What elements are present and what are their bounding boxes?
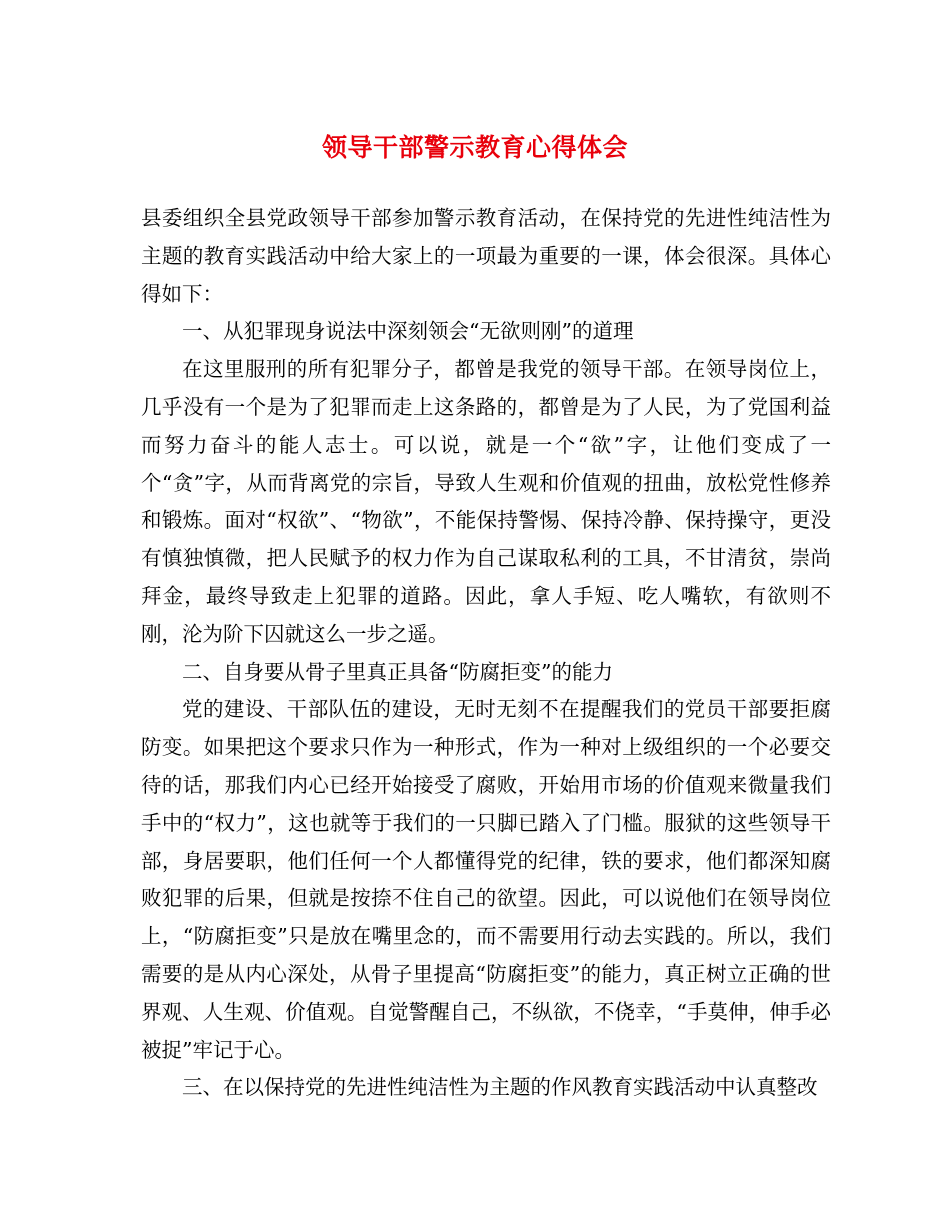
document-body <box>141 200 831 1107</box>
paragraph-section-2: 党的建设、干部队伍的建设，无时无刻不在提醒我们的党员干部要拒腐防变。如果把这个要求只作为一种形式，作为一种对上级组织的一个必要交待的话，那我们内心已经开始接受了腐败，开始用市场的价值观来微量我们手中的“权力”，这也就等于我们的一只脚已踏入了门槛。服狱的这些领导干部，身居要职，他们任何一个人都懂得党的纪律，铁的要求，他们都深知腐败犯罪的后果，但就是按捺不住自己的欲望。因此，可以说他们在领导岗位上，“防腐拒变”只是放在嘴里念的，而不需要用行动去实践的。所以，我们需要的是从内心深处，从骨子里提高“防腐拒变”的能力，真正树立正确的世界观、人生观、价值观。自觉警醒自己，不纵欲，不侥幸，“手莫伸，伸手必被捉”牢记于心。 <box>141 697 831 1062</box>
section-heading-1: 一、从犯罪现身说法中深刻领会“无欲则刚”的道理 <box>182 319 634 344</box>
paragraph-intro: 县委组织全县党政领导干部参加警示教育活动，在保持党的先进性纯洁性为主题的教育实践活动中给大家上的一项最为重要的一课，体会很深。具体心得如下： <box>141 206 831 306</box>
section-heading-3: 三、在以保持党的先进性纯洁性为主题的作风教育实践活动中认真整改 <box>182 1075 818 1100</box>
section-heading-2: 二、自身要从骨子里真正具备“防腐拒变”的能力 <box>182 659 613 684</box>
paragraph-section-1: 在这里服刑的所有犯罪分子，都曾是我党的领导干部。在领导岗位上，几乎没有一个是为了犯罪而走上这条路的，都曾是为了人民，为了党国利益而努力奋斗的能人志士。可以说，就是一个“欲”字，让他们变成了一个“贪”字，从而背离党的宗旨，导致人生观和价值观的扭曲，放松党性修养和锻炼。面对“权欲”、“物欲”，不能保持警惕、保持冷静、保持操守，更没有慎独慎微，把人民赋予的权力作为自己谋取私利的工具，不甘清贫，崇尚拜金，最终导致走上犯罪的道路。因此，拿人手短、吃人嘴软，有欲则不刚，沦为阶下囚就这么一步之遥。 <box>141 357 831 646</box>
document-title: 领导干部警示教育心得体会 <box>321 133 628 162</box>
